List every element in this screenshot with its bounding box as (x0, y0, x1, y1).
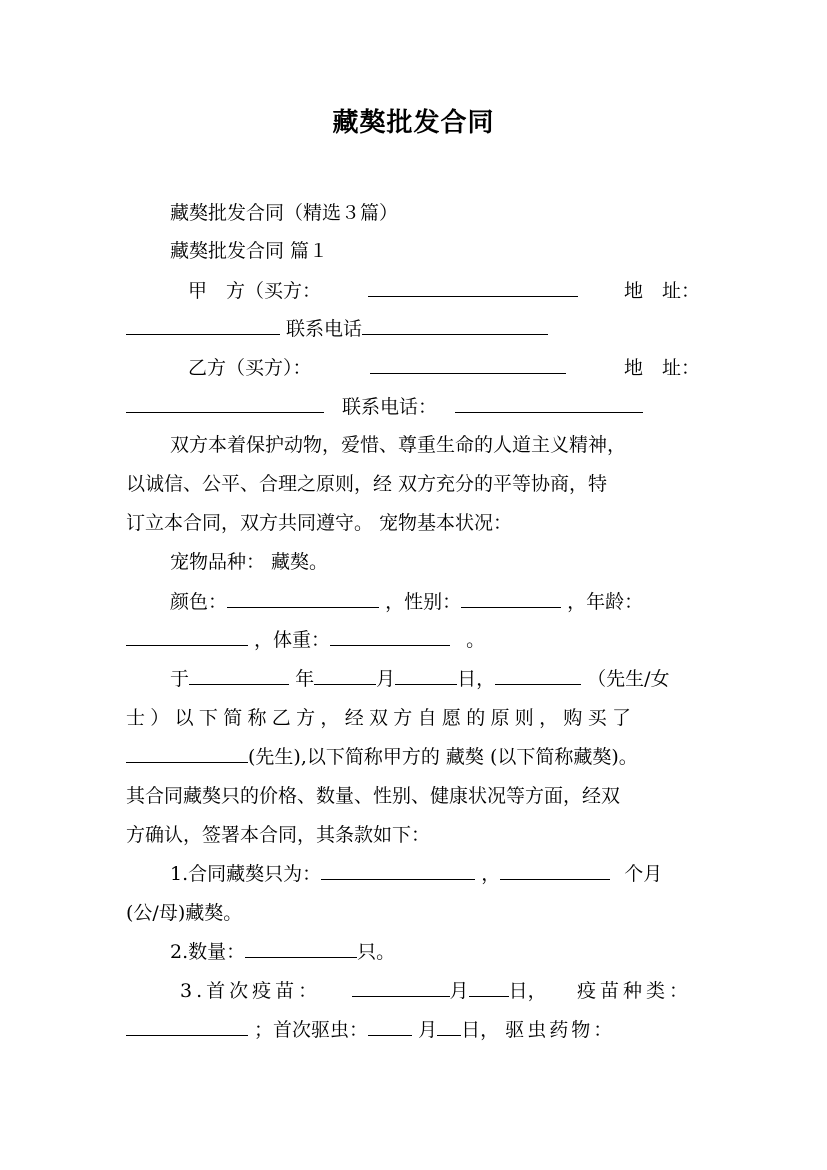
party-b-phone-label: 联系电话： (342, 396, 438, 418)
item1-line (170, 861, 662, 887)
para1-line2: 以诚信、公平、合理之原则，经 双方充分的平等协商，特 (126, 473, 608, 495)
party-b-phone-blank (455, 394, 643, 413)
item3-month: 月 (449, 980, 469, 1002)
party-b-line (188, 355, 700, 381)
party-a-name-blank (368, 278, 578, 297)
sex-blank (461, 589, 561, 608)
party-a-phone-blank (362, 316, 548, 335)
para2-line3 (126, 744, 638, 770)
party-b-label: 乙方（买方）： (188, 357, 312, 379)
item3-day2-blank (437, 1017, 461, 1036)
para2-name-blank (495, 666, 581, 685)
age-label: ，年龄： (567, 591, 644, 613)
party-b-address-blank (126, 394, 324, 413)
para2-day: 日， (457, 668, 496, 690)
weight-label: ，体重： (254, 629, 331, 651)
weight-line (126, 627, 485, 653)
item2-end: 只。 (357, 941, 396, 963)
item1-line2: (公/母)藏獒。 (126, 902, 243, 924)
party-a-label: 甲 方（买方： (188, 280, 322, 302)
item3-month-blank (352, 978, 450, 997)
item3-day-blank (469, 978, 509, 997)
item3-drug: 驱虫药物： (505, 1019, 616, 1041)
age-blank (126, 627, 248, 646)
item3-type: 疫苗种类： (576, 980, 692, 1002)
color-line (170, 589, 643, 615)
weight-blank (330, 627, 450, 646)
document-title: 藏獒批发合同 (332, 108, 495, 138)
item2-label: 2.数量： (170, 941, 246, 963)
para1-line3: 订立本合同，双方共同遵守。 宠物基本状况： (126, 512, 513, 534)
para2-yu: 于 (170, 668, 190, 690)
para2-line5: 方确认，签署本合同，其条款如下： (126, 824, 431, 846)
item3-month2-blank (368, 1017, 412, 1036)
para2-year-blank (189, 666, 289, 685)
subtitle: 藏獒批发合同（精选３篇） (170, 202, 399, 224)
breed-line: 宠物品种： 藏獒。 (170, 551, 329, 573)
item1-comma: ， (481, 863, 501, 885)
item3-day2: 日， (461, 1019, 500, 1041)
para2-line2: 士）以下简称乙方，经双方自愿的原则，购买了 (126, 707, 637, 729)
item1-label: 1.合同藏獒只为： (170, 863, 322, 885)
item2-line (170, 939, 395, 965)
para2-mr-ms: （先生/女 (587, 668, 670, 690)
para2-day-blank (395, 666, 457, 685)
para2-year: 年 (295, 668, 315, 690)
item3-type-blank (126, 1017, 248, 1036)
para2-month-blank (314, 666, 376, 685)
party-a-address-blank (126, 316, 280, 335)
para1-line1: 双方本着保护动物，爱惜、尊重生命的人道主义精神， (170, 434, 627, 456)
party-a-phone-label: 联系电话 (286, 318, 363, 340)
item3-month2: 月 (418, 1019, 438, 1041)
item1-month: 个月 (624, 863, 663, 885)
item1-age-blank (500, 861, 610, 880)
item3-line2 (126, 1017, 615, 1043)
para2-line3-text: (先生),以下简称甲方的 藏獒 (以下简称藏獒)。 (248, 746, 638, 768)
color-label: 颜色： (170, 591, 228, 613)
sex-label: ，性别： (385, 591, 462, 613)
party-b-line-2 (126, 394, 643, 420)
item1-breed-blank (321, 861, 475, 880)
color-blank (227, 589, 379, 608)
item3-deworm: ；首次驱虫： (254, 1019, 369, 1041)
party-a-address-label: 地 址： (623, 280, 700, 302)
para2-month: 月 (376, 668, 396, 690)
item3-label: 3.首次疫苗： (180, 980, 322, 1002)
weight-end: 。 (466, 629, 486, 651)
party-b-address-label: 地 址： (623, 357, 700, 379)
party-b-name-blank (370, 355, 566, 374)
party-a-line-2 (126, 316, 548, 342)
item3-line (180, 978, 692, 1004)
party-a-line (188, 278, 700, 304)
item3-day: 日， (508, 980, 547, 1002)
para2-seller-blank (126, 744, 248, 763)
para2-line1 (170, 666, 670, 692)
section-heading: 藏獒批发合同 篇１ (170, 240, 329, 262)
item2-quantity-blank (245, 939, 357, 958)
para2-line4: 其合同藏獒只的价格、数量、性别、健康状况等方面，经双 (126, 785, 621, 807)
